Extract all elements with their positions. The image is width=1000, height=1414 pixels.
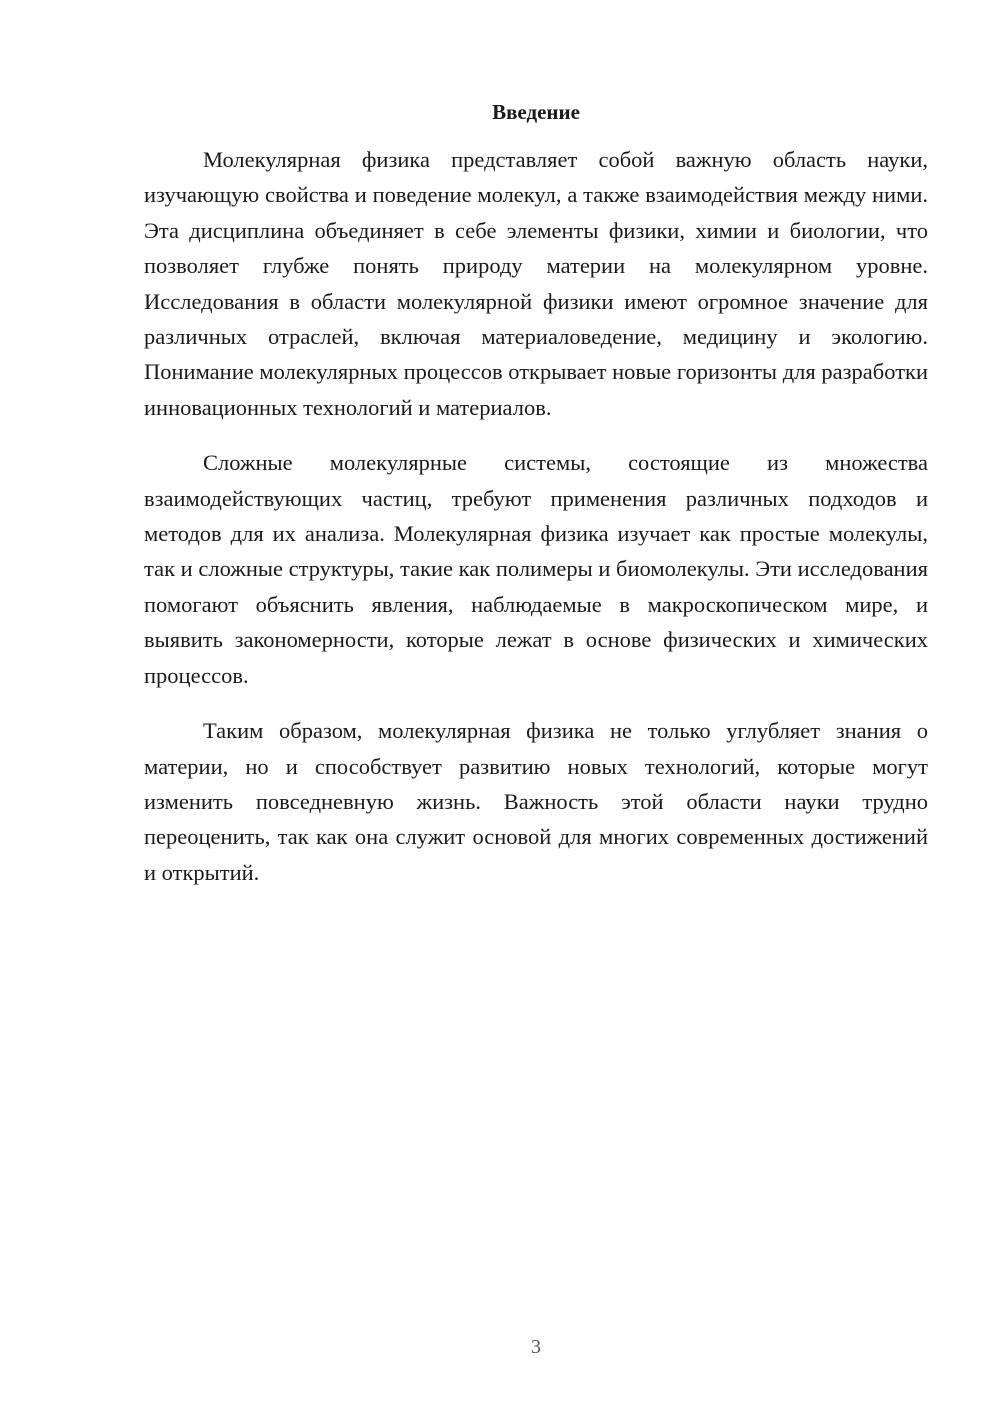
paragraph-3: Таким образом, молекулярная физика не только углубляет знания о материи, но и способствует развитию новых технологий, которые могут изменить повседневную жизнь. Важность этой области науки трудно переоценить, так как она служит основой для многих современных достижений и открытий. [144,718,928,885]
paragraph-2: Сложные молекулярные системы, состоящие из множества взаимодействующих частиц, требуют применения различных подходов и методов для их анализа. Молекулярная физика изучает как простые молекулы, так и сложные структуры, такие как полимеры и биомолекулы. Эти исследования помогают объяснить явления, наблюдаемые в макроскопическом мире, и выявить закономерности, которые лежат в основе физических и химических процессов. [144,450,928,688]
section-heading: Введение [492,100,580,124]
body-text [144,142,928,910]
page-number: 3 [531,1336,541,1358]
paragraph-1: Молекулярная физика представляет собой важную область науки, изучающую свойства и поведение молекул, а также взаимодействия между ними. Эта дисциплина объединяет в себе элементы физики, химии и биологии, что позволяет глубже понять природу материи на молекулярном уровне. Исследования в области молекулярной физики имеют огромное значение для различных отраслей, включая материаловедение, медицину и экологию. Понимание молекулярных процессов открывает новые горизонты для разработки инновационных технологий и материалов. [144,147,928,420]
